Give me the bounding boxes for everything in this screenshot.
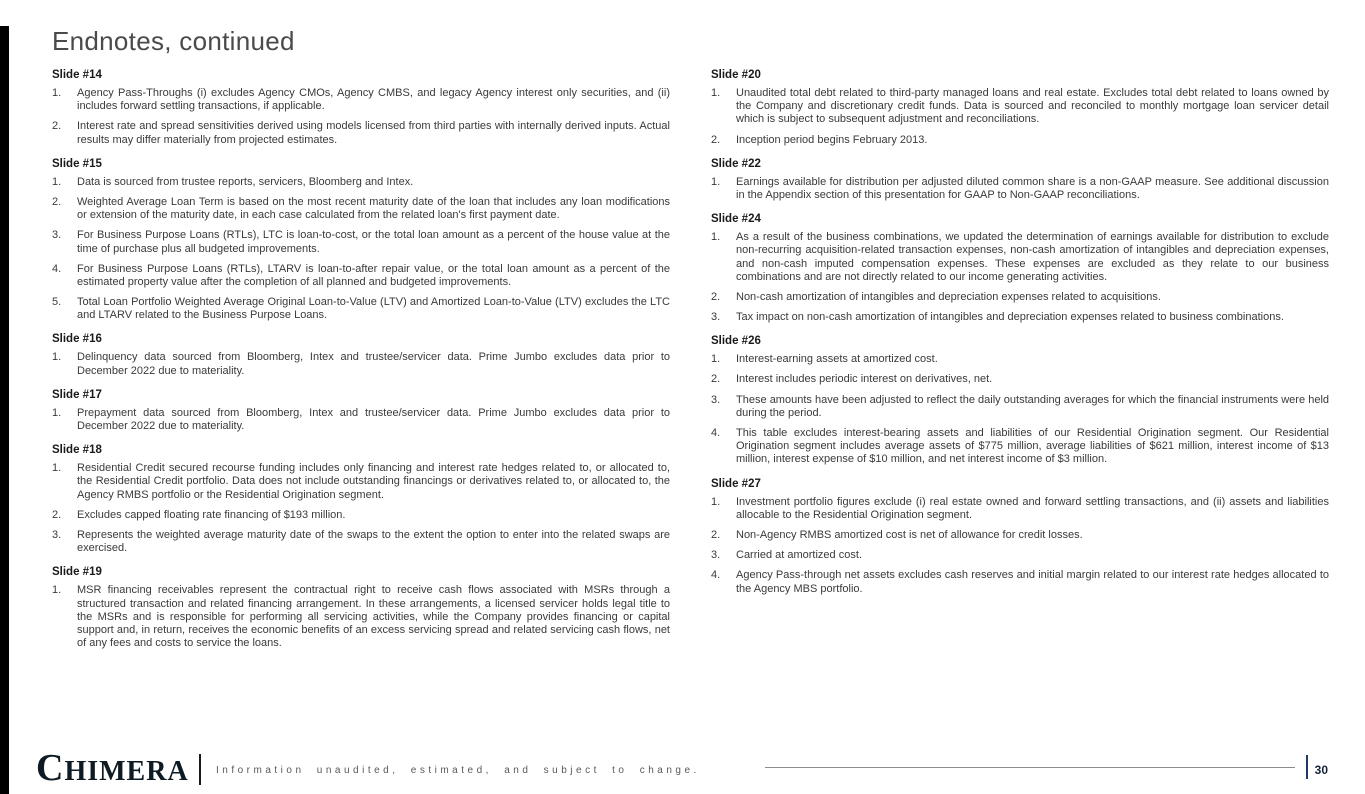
left-column	[52, 69, 670, 657]
endnote-list	[52, 584, 670, 650]
slide-header: Slide #15	[52, 157, 102, 170]
endnote-section	[711, 69, 1329, 147]
endnote-section	[711, 478, 1329, 596]
endnote-item: Represents the weighted average maturity date of the swaps to the extent the option to enter into the related swaps are exercised.	[77, 528, 670, 555]
endnote-item: Investment portfolio figures exclude (i) real estate owned and forward settling transactions, and (ii) assets and liabilities allocable to the Residential Origination segment.	[736, 495, 1329, 521]
endnote-section	[52, 566, 670, 650]
endnote-list	[711, 496, 1329, 596]
footer-disclaimer: Information unaudited, estimated, and subject to change.	[216, 765, 700, 776]
endnote-item: Interest-earning assets at amortized cost.	[736, 353, 938, 366]
endnotes-slide	[0, 26, 1365, 789]
endnote-section	[52, 69, 670, 147]
page-number-accent-bar	[1306, 755, 1308, 779]
right-column	[711, 69, 1329, 657]
endnote-item: For Business Purpose Loans (RTLs), LTC is loan-to-cost, or the total loan amount as a percent of the house value at the time of purchase plus all budgeted improvements.	[77, 229, 670, 255]
page-number: 30	[1314, 763, 1328, 777]
endnote-item: Agency Pass-through net assets excludes cash reserves and initial margin related to our interest rate hedges allocated to the Agency MBS portfolio.	[736, 569, 1329, 595]
endnote-item: Earnings available for distribution per adjusted diluted common share is a non-GAAP measure. See additional discussion in the Appendix section of this presentation for GAAP to Non-GAAP reconciliations.	[736, 175, 1329, 201]
slide-header: Slide #19	[52, 566, 102, 579]
slide-header: Slide #18	[52, 444, 102, 457]
page-title: Endnotes, continued	[52, 26, 295, 56]
endnote-item: These amounts have been adjusted to reflect the daily outstanding averages for which the financial instruments were held during the period.	[736, 393, 1329, 419]
endnote-section	[52, 333, 670, 377]
endnote-item: As a result of the business combinations, we updated the determination of earnings available for distribution to exclude non-recurring acquisition-related transaction expenses, non-cash amortization of intangibles and depreciation expenses, and non-cash imputed compensation expenses. These expenses are excluded as they relate to our business combinations and are not directly related to our income generating activities.	[736, 231, 1329, 283]
endnote-section	[711, 335, 1329, 466]
endnote-section	[711, 213, 1329, 324]
endnote-list	[52, 351, 670, 377]
endnote-item: Carried at amortized cost.	[736, 549, 862, 562]
slide-header: Slide #17	[52, 388, 102, 401]
left-accent-strip	[0, 26, 9, 794]
endnote-item: MSR financing receivables represent the contractual right to receive cash flows associated with MSRs through a structured transaction and related financing arrangement. In these arrangements, a licensed servicer holds legal title to the MSRs and is responsible for performing all servicing activities, while the Company provides financing or capital support and, in return, receives the economic benefits of an excess servicing spread and related servicing cash flows, net of any fees and costs to service the loans.	[77, 584, 670, 650]
endnote-item: Total Loan Portfolio Weighted Average Original Loan-to-Value (LTV) and Amortized Loan-to-Value (LTV) excludes the LTC and LTARV related to the Business Purpose Loans.	[77, 296, 670, 322]
endnote-item: Residential Credit secured recourse funding includes only financing and interest rate hedges related to, or allocated to, the Residential Credit portfolio. Data does not include outstanding financings or derivatives related to, or allocated to, the Agency RMBS portfolio or the Residential Origination segment.	[77, 462, 670, 501]
endnotes-content	[0, 69, 1365, 657]
endnote-list	[711, 231, 1329, 324]
footer	[0, 744, 1365, 794]
endnote-list	[52, 407, 670, 433]
endnote-list	[711, 353, 1329, 466]
endnote-item: Tax impact on non-cash amortization of intangibles and depreciation expenses related to business combinations.	[736, 311, 1284, 324]
endnote-list	[711, 176, 1329, 202]
endnote-item: Agency Pass-Throughs (i) excludes Agency CMOs, Agency CMBS, and legacy Agency interest only securities, and (ii) includes forward settling transactions, if applicable.	[77, 87, 670, 113]
endnote-list	[52, 462, 670, 555]
endnote-section	[52, 389, 670, 433]
endnote-item: Delinquency data sourced from Bloomberg, Intex and trustee/servicer data. Prime Jumbo excludes data prior to December 2022 due to materiality.	[77, 351, 670, 377]
endnote-list	[52, 176, 670, 323]
chimera-logo-text: CHIMERA	[36, 747, 189, 789]
endnote-item: Inception period begins February 2013.	[736, 133, 928, 146]
endnote-item: Excludes capped floating rate financing of $193 million.	[77, 508, 346, 521]
endnote-section	[52, 158, 670, 323]
endnote-item: For Business Purpose Loans (RTLs), LTARV is loan-to-after repair value, or the total loan amount as a percent of the estimated property value after the completion of all planned and budgeted improvements.	[77, 262, 670, 288]
slide-header: Slide #26	[711, 335, 761, 348]
endnote-section	[711, 158, 1329, 202]
endnote-list	[52, 87, 670, 147]
endnote-item: Weighted Average Loan Term is based on the most recent maturity date of the loan that includes any loan modifications or extension of the maturity date, in each case calculated from the related loan's first payment date.	[77, 195, 670, 222]
slide-header: Slide #24	[711, 213, 761, 226]
endnote-item: Data is sourced from trustee reports, servicers, Bloomberg and Intex.	[77, 175, 414, 188]
endnote-item: Non-cash amortization of intangibles and depreciation expenses related to acquisitions.	[736, 290, 1161, 303]
slide-header: Slide #22	[711, 157, 761, 170]
endnote-section	[52, 444, 670, 555]
endnote-list	[711, 87, 1329, 147]
endnote-item: This table excludes interest-bearing assets and liabilities of our Residential Origination segment. Our Residential Origination segment includes average assets of $775 million, average liabilities of $621 million, interest income of $13 million, interest expense of $10 million, and net interest income of $3 million.	[736, 427, 1329, 466]
endnote-item: Unaudited total debt related to third-party managed loans and real estate. Excludes total debt related to loans owned by the Company and discretionary credit funds. Data is sourced and reconciled to monthly mortgage loan servicer detail which is subject to subsequent adjustment and reconciliations.	[736, 87, 1329, 126]
endnote-item: Non-Agency RMBS amortized cost is net of allowance for credit losses.	[736, 528, 1083, 541]
footer-divider	[199, 754, 201, 785]
endnote-item: Interest includes periodic interest on derivatives, net.	[736, 373, 993, 386]
slide-header: Slide #16	[52, 333, 102, 346]
endnote-item: Interest rate and spread sensitivities derived using models licensed from third parties with internally derived inputs. Actual results may differ materially from projected estimates.	[77, 120, 670, 146]
chimera-logo	[36, 749, 189, 787]
slide-header: Slide #20	[711, 69, 761, 81]
slide-header: Slide #14	[52, 69, 102, 81]
endnote-item: Prepayment data sourced from Bloomberg, Intex and trustee/servicer data. Prime Jumbo excludes data prior to December 2022 due to materiality.	[77, 406, 670, 432]
slide-header: Slide #27	[711, 477, 761, 490]
